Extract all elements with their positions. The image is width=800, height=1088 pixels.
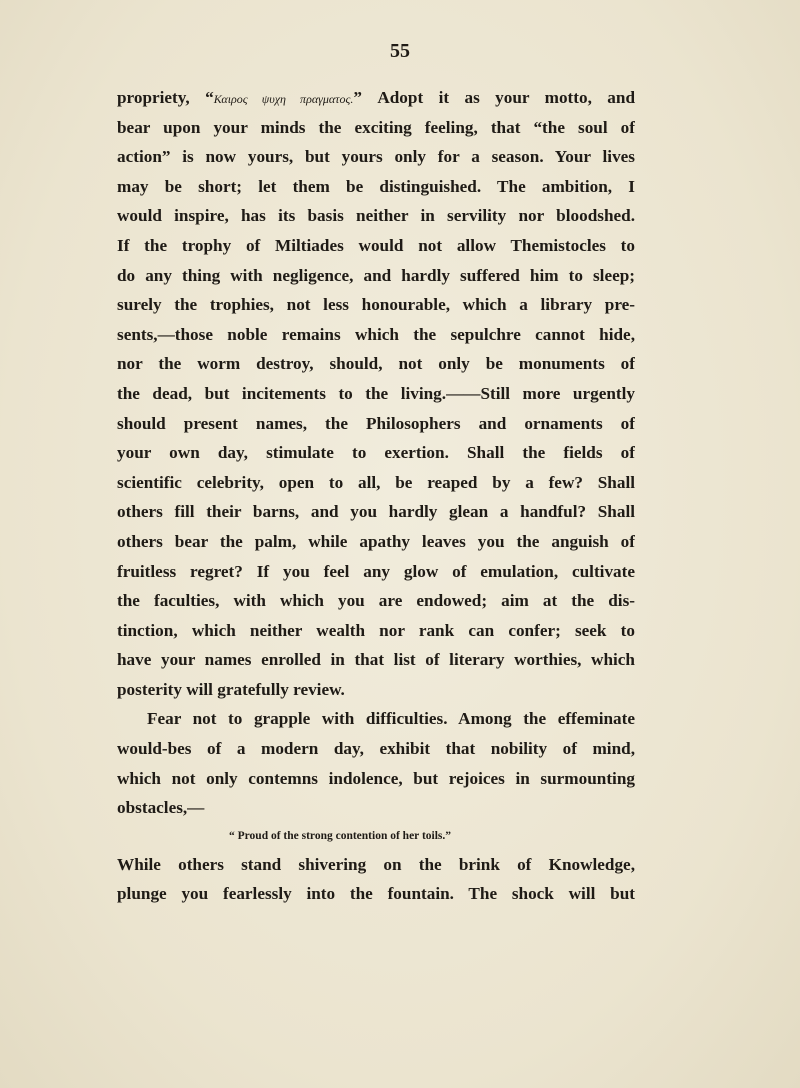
- text-line: While others stand shivering on the brink of Knowledge,: [117, 854, 635, 874]
- text-line: your own day, stimulate to exertion. Shall the fields of: [117, 443, 635, 463]
- text-run: propriety, “: [117, 88, 214, 107]
- text-line: [117, 83, 635, 113]
- paragraph-first-line: Fear not to grapple with difficulties. Among the effeminate: [147, 709, 635, 729]
- text-line: obstacles,—: [117, 798, 205, 818]
- text-line: plunge you fearlessly into the fountain. The shock will but: [117, 884, 635, 904]
- text-run: ” Adopt it as your motto, and: [353, 88, 635, 107]
- text-line: would-bes of a modern day, exhibit that nobility of mind,: [117, 739, 635, 759]
- text-line: may be short; let them be distinguished. The ambition, I: [117, 176, 635, 196]
- verse-quotation: “ Proud of the strong contention of her toils.”: [229, 829, 452, 842]
- text-line: posterity will gratefully review.: [117, 679, 345, 699]
- text-line: the dead, but incitements to the living.——Still more urgently: [117, 383, 635, 403]
- text-line: which not only contemns indolence, but rejoices in surmounting: [117, 768, 635, 788]
- text-line: the faculties, with which you are endowed; aim at the dis-: [117, 591, 635, 611]
- body-text: [117, 83, 635, 909]
- text-line: surely the trophies, not less honourable, which a library pre-: [117, 295, 635, 315]
- text-line: scientific celebrity, open to all, be reaped by a few? Shall: [117, 472, 635, 492]
- text-line: others bear the palm, while apathy leaves you the anguish of: [117, 531, 635, 551]
- text-line: If the trophy of Miltiades would not allow Themistocles to: [117, 235, 635, 255]
- text-line: would inspire, has its basis neither in servility nor bloodshed.: [117, 206, 635, 226]
- text-line: tinction, which neither wealth nor rank can confer; seek to: [117, 620, 635, 640]
- text-line: bear upon your minds the exciting feeling, that “the soul of: [117, 117, 635, 137]
- text-line: should present names, the Philosophers and ornaments of: [117, 413, 635, 433]
- text-line: action” is now yours, but yours only for a season. Your lives: [117, 147, 635, 167]
- greek-quotation: Καιρος ψυχη πραγματος.: [213, 92, 354, 106]
- page-number: 55: [390, 40, 410, 62]
- text-line: nor the worm destroy, should, not only be monuments of: [117, 354, 635, 374]
- text-line: sents,—those noble remains which the sepulchre cannot hide,: [117, 324, 635, 344]
- text-line: have your names enrolled in that list of literary worthies, which: [117, 650, 635, 670]
- text-line: fruitless regret? If you feel any glow of emulation, cultivate: [117, 561, 635, 581]
- text-line: do any thing with negligence, and hardly suffered him to sleep;: [117, 265, 635, 285]
- text-line: others fill their barns, and you hardly glean a handful? Shall: [117, 502, 635, 522]
